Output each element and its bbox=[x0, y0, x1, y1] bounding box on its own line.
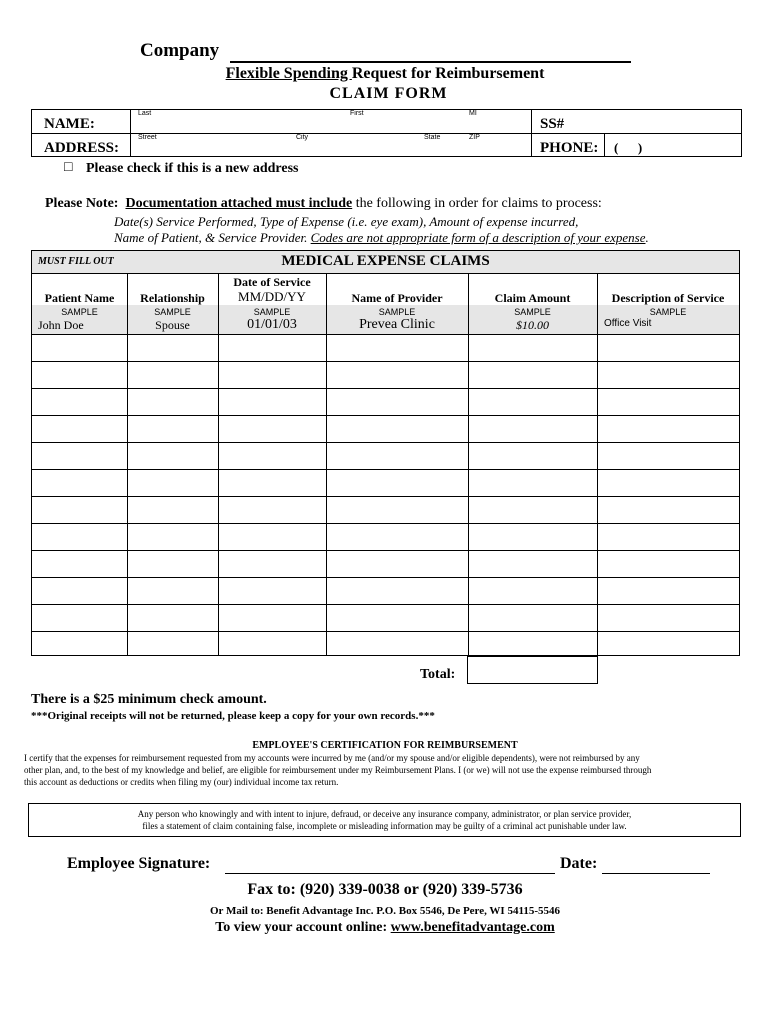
ss-label: SS# bbox=[540, 116, 565, 132]
sample-tag: SAMPLE bbox=[514, 307, 551, 317]
form-subtitle bbox=[0, 65, 770, 83]
col-header-relationship: Relationship bbox=[140, 291, 205, 305]
date-line[interactable] bbox=[602, 873, 710, 874]
company-label: Company bbox=[140, 40, 220, 61]
col-header-patient-name: Patient Name bbox=[44, 291, 115, 305]
sample-tag: SAMPLE bbox=[154, 307, 191, 317]
company-underline bbox=[230, 61, 631, 63]
city-caption: City bbox=[296, 134, 309, 141]
total-amount-box[interactable] bbox=[467, 656, 598, 684]
note-line-3b: Codes are not appropriate form of a description of your expense bbox=[310, 230, 646, 245]
note-suffix: the following in order for claims to process: bbox=[352, 196, 602, 211]
note-line-3a: Name of Patient, & Service Provider. bbox=[114, 230, 311, 245]
row-line bbox=[32, 415, 739, 416]
sample-provider: Prevea Clinic bbox=[359, 317, 435, 332]
col-header-provider: Name of Provider bbox=[351, 291, 443, 305]
row-line bbox=[32, 442, 739, 443]
sample-tag: SAMPLE bbox=[378, 307, 416, 317]
sample-tag: SAMPLE bbox=[61, 307, 98, 317]
col-header-date-of-service: Date of Service bbox=[233, 275, 311, 289]
label-column-divider bbox=[130, 109, 131, 157]
date-format-hint: MM/DD/YY bbox=[238, 289, 306, 304]
mi-caption: MI bbox=[469, 110, 477, 117]
row-line bbox=[32, 523, 739, 524]
note-line-2: Date(s) Service Performed, Type of Expense (i.e. eye exam), Amount of expense incurred, bbox=[114, 214, 579, 229]
first-name-caption: First bbox=[350, 110, 364, 117]
online-prefix: To view your account online: bbox=[215, 920, 391, 935]
note-line-3c: . bbox=[645, 230, 649, 245]
sample-tag: SAMPLE bbox=[649, 307, 687, 317]
ss-column-divider bbox=[531, 109, 532, 157]
note-prefix: Please Note: bbox=[45, 196, 119, 211]
must-fill-out-label: MUST FILL OUT bbox=[38, 256, 114, 267]
col-header-description: Description of Service bbox=[611, 291, 725, 305]
sample-tag: SAMPLE bbox=[253, 307, 291, 317]
website-link[interactable]: www.benefitadvantage.com bbox=[390, 920, 555, 935]
row-line bbox=[32, 604, 739, 605]
row-line bbox=[32, 577, 739, 578]
certification-line-2: other plan, and, to the best of my knowledge and belief, are eligible for reimbursement under my Reimbursement Plans. I (or we) will not use the expense reimbursed through bbox=[24, 765, 652, 775]
row-line bbox=[32, 550, 739, 551]
receipts-note: ***Original receipts will not be returned, please keep a copy for your own records.*** bbox=[31, 710, 435, 722]
row-line bbox=[32, 361, 739, 362]
mailing-address: Or Mail to: Benefit Advantage Inc. P.O. Box 5546, De Pere, WI 54115-5546 bbox=[209, 905, 561, 917]
sample-date: 01/01/03 bbox=[247, 317, 297, 332]
col-line bbox=[597, 273, 598, 655]
total-label: Total: bbox=[420, 667, 456, 682]
row-line bbox=[32, 469, 739, 470]
phone-column-divider bbox=[604, 133, 605, 157]
employee-signature-label: Employee Signature: bbox=[67, 855, 211, 872]
sample-patient-name: John Doe bbox=[38, 318, 84, 332]
fraud-line-2: files a statement of claim containing false, incomplete or misleading information may be guilty of a criminal act punishable under law. bbox=[142, 821, 627, 831]
date-label: Date: bbox=[560, 855, 598, 872]
sample-relationship: Spouse bbox=[155, 318, 190, 332]
fraud-line-1: Any person who knowingly and with intent to injure, defraud, or deceive any insurance company, administrator, or plan service provider, bbox=[137, 809, 632, 819]
row-line bbox=[32, 496, 739, 497]
medical-expense-claims-table bbox=[31, 250, 740, 656]
sample-description: Office Visit bbox=[604, 318, 652, 329]
address-label: ADDRESS: bbox=[44, 140, 120, 156]
table-title: MEDICAL EXPENSE CLAIMS bbox=[281, 253, 490, 269]
row-line bbox=[32, 273, 739, 274]
signature-line[interactable] bbox=[225, 873, 555, 874]
subtitle-rest: Request for Reimbursement bbox=[351, 65, 545, 82]
certification-line-3: this account as deductions or credits when filing my (our) individual income tax return. bbox=[24, 777, 339, 787]
minimum-amount-note: There is a $25 minimum check amount. bbox=[31, 692, 267, 707]
row-line bbox=[32, 388, 739, 389]
col-header-claim-amount: Claim Amount bbox=[494, 291, 571, 305]
new-address-label: Please check if this is a new address bbox=[86, 161, 299, 176]
zip-caption: ZIP bbox=[469, 134, 480, 141]
note-line-3 bbox=[114, 230, 649, 246]
documentation-note bbox=[45, 196, 602, 212]
note-underlined: Documentation attached must include bbox=[125, 196, 353, 211]
street-caption: Street bbox=[138, 134, 157, 141]
new-address-checkbox[interactable]: □ bbox=[64, 160, 73, 175]
row-line bbox=[32, 631, 739, 632]
last-name-caption: Last bbox=[138, 110, 152, 117]
online-account bbox=[0, 920, 770, 936]
phone-label: PHONE: bbox=[540, 140, 599, 156]
state-caption: State bbox=[424, 134, 441, 141]
row-line bbox=[32, 334, 739, 335]
name-label: NAME: bbox=[44, 116, 95, 132]
sample-claim-amount: $10.00 bbox=[516, 318, 549, 332]
subtitle-underlined: Flexible Spending bbox=[225, 65, 352, 82]
form-title: CLAIM FORM bbox=[329, 85, 448, 102]
certification-title: EMPLOYEE'S CERTIFICATION FOR REIMBURSEMENT bbox=[252, 740, 518, 751]
certification-line-1: I certify that the expenses for reimbursement requested from my accounts were incurred by me (and/or my spouse and/or eligible dependents), were not reimbursed by any bbox=[24, 753, 640, 763]
fax-numbers: Fax to: (920) 339-0038 or (920) 339-5736 bbox=[247, 881, 523, 898]
phone-area-code: ( ) bbox=[614, 140, 643, 155]
